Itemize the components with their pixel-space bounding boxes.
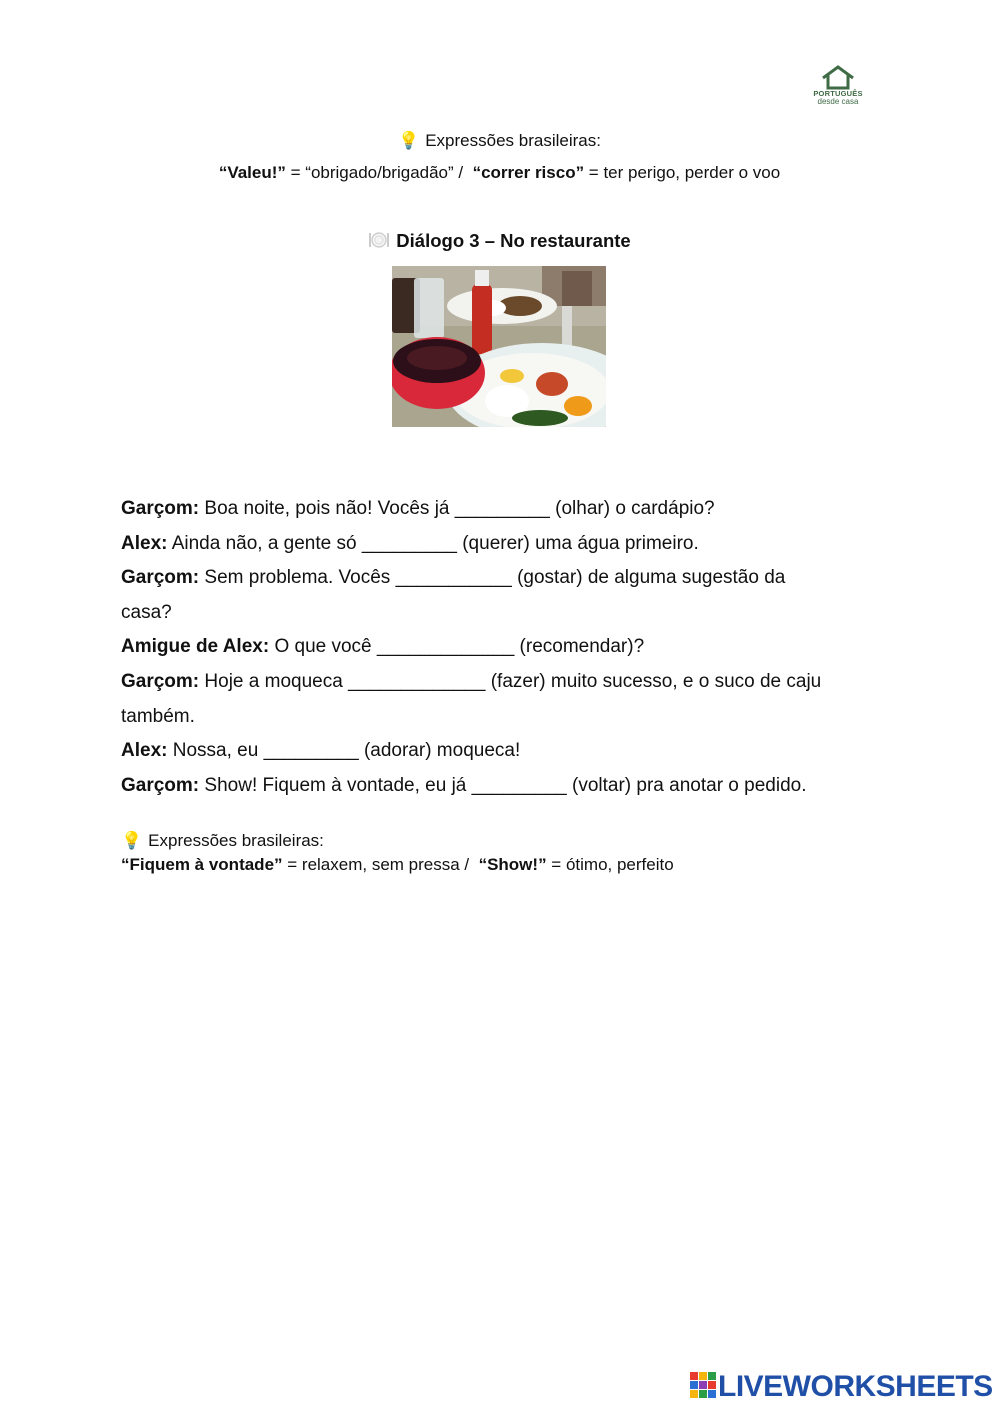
line-text: também. bbox=[121, 705, 195, 727]
dialogue-line bbox=[121, 561, 881, 596]
liveworksheets-brand-text: LIVEWORKSHEETS bbox=[718, 1370, 993, 1403]
expression-definition: = ótimo, perfeito bbox=[546, 855, 674, 874]
speaker-name: Amigue de Alex: bbox=[121, 636, 270, 658]
liveworksheets-logo-icon bbox=[690, 1372, 716, 1403]
dialogue-line bbox=[121, 630, 881, 665]
expression-term: “correr risco” bbox=[472, 163, 585, 182]
dialog-title bbox=[0, 230, 999, 252]
dialogue-line bbox=[121, 665, 881, 700]
expressions-heading-text: Expressões brasileiras: bbox=[148, 831, 324, 850]
dialogue-line bbox=[121, 769, 881, 804]
speaker-name: Garçom: bbox=[121, 498, 200, 519]
food-photo bbox=[392, 266, 606, 427]
expressions-definitions-2 bbox=[121, 853, 881, 877]
dialogue-line bbox=[121, 700, 881, 735]
logo-line-2: desde casa bbox=[817, 97, 859, 106]
expressions-heading-2 bbox=[121, 829, 881, 853]
dialogue-line bbox=[121, 734, 881, 769]
line-text: Show! Fiquem à vontade, eu já _________ (voltar) pra anotar o pedido. bbox=[199, 774, 807, 796]
expressions-definitions-1 bbox=[0, 163, 999, 183]
expressions-heading-1 bbox=[0, 131, 999, 151]
line-text: casa? bbox=[121, 601, 172, 623]
speaker-name: Garçom: bbox=[121, 670, 200, 692]
line-text: Hoje a moqueca _____________ (fazer) muito sucesso, e o suco de caju bbox=[199, 670, 822, 692]
lightbulb-icon: 💡 bbox=[121, 831, 143, 850]
logo-line-1: PORTUGUÊS bbox=[813, 89, 863, 98]
line-text: Nossa, eu _________ (adorar) moqueca! bbox=[167, 740, 521, 762]
dialog-title-text: Diálogo 3 – No restaurante bbox=[396, 230, 631, 251]
lightbulb-icon: 💡 bbox=[398, 131, 420, 150]
line-text: Boa noite, pois não! Vocês já _________ (olhar) o cardápio? bbox=[199, 498, 715, 519]
line-text: Ainda não, a gente só _________ (querer) uma água primeiro. bbox=[167, 532, 699, 554]
speaker-name: Alex: bbox=[121, 532, 168, 554]
plate-cutlery-icon bbox=[368, 230, 390, 250]
line-text: O que você _____________ (recomendar)? bbox=[269, 636, 645, 658]
speaker-name: Garçom: bbox=[121, 567, 200, 589]
dialogue bbox=[121, 492, 881, 803]
portugues-desde-casa-logo bbox=[808, 64, 868, 112]
dialogue-line bbox=[121, 596, 881, 631]
expression-definition: = ter perigo, perder o voo bbox=[584, 163, 781, 182]
expression-term: “Valeu!” bbox=[218, 163, 286, 182]
speaker-name: Alex: bbox=[121, 740, 168, 762]
speaker-name: Garçom: bbox=[121, 774, 200, 796]
expression-term: “Fiquem à vontade” bbox=[121, 855, 283, 874]
dialogue-line bbox=[121, 492, 881, 527]
expression-term: “Show!” bbox=[478, 855, 547, 874]
dialogue-line bbox=[121, 527, 881, 562]
expressions-block-2 bbox=[121, 829, 881, 877]
expression-definition: = “obrigado/brigadão” / bbox=[285, 163, 473, 182]
house-icon bbox=[820, 64, 856, 90]
expressions-heading-text: Expressões brasileiras: bbox=[425, 131, 601, 150]
expression-definition: = relaxem, sem pressa / bbox=[282, 855, 479, 874]
liveworksheets-brand bbox=[690, 1370, 993, 1404]
line-text: Sem problema. Vocês ___________ (gostar) de alguma sugestão da bbox=[199, 567, 786, 589]
